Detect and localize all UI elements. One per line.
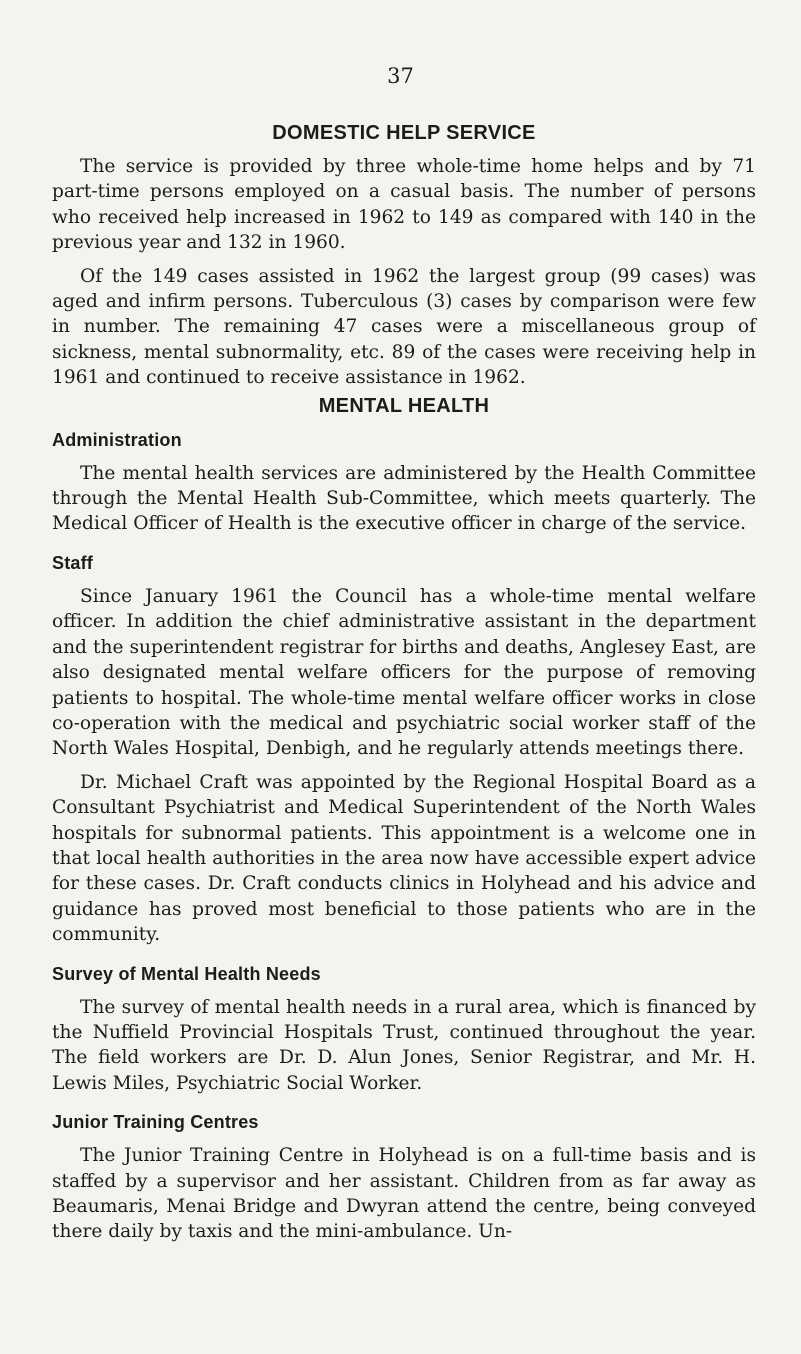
junior-training-heading: Junior Training Centres: [52, 1112, 259, 1133]
page-content: [52, 118, 756, 1245]
page-number: 37: [387, 64, 414, 88]
staff-paragraph-1: Since January 1961 the Council has a whole-time mental welfare officer. In addition the chief administrative assistant in the department and the superintendent registrar for births and deaths, Anglesey East, are also designated mental welfare officers for the purpose of removing patients to hospital. The whole-time mental welfare officer works in close co-operation with the medical and psychiatric social worker staff of the North Wales Hospital, Denbigh, and he regularly attends meetings there.: [52, 585, 756, 760]
junior-training-paragraph: The Junior Training Centre in Holyhead is on a full-time basis and is staffed by a supervisor and her assistant. Children from as far away as Beaumaris, Menai Bridge and Dwyran attend the centre, being conveyed there daily by taxis and the mini-ambulance. Un-: [52, 1145, 756, 1243]
domestic-paragraph-2: Of the 149 cases assisted in 1962 the largest group (99 cases) was aged and infirm persons. Tuberculous (3) cases by comparison were few in number. The remaining 47 cases were a miscellaneous group of sickness, mental subnormality, etc. 89 of the cases were receiving help in 1961 and continued to receive assistance in 1962.: [52, 265, 756, 389]
survey-paragraph: The survey of mental health needs in a rural area, which is financed by the Nuffield Provincial Hospitals Trust, continued throughout the year. The field workers are Dr. D. Alun Jones, Senior Registrar, and Mr. H. Lewis Miles, Psychiatric Social Worker.: [52, 996, 756, 1094]
staff-paragraph-2: Dr. Michael Craft was appointed by the Regional Hospital Board as a Consultant Psychiatrist and Medical Superintendent of the North Wales hospitals for subnormal patients. This appointment is a welcome one in that local health authorities in the area now have accessible expert advice for these cases. Dr. Craft conducts clinics in Holyhead and his advice and guidance has proved most beneficial to those patients who are in the community.: [52, 771, 756, 946]
domestic-paragraph-1: The service is provided by three whole-time home helps and by 71 part-time persons employed on a casual basis. The number of persons who received help increased in 1962 to 149 as compared with 140 in the previous year and 132 in 1960.: [52, 156, 756, 254]
domestic-help-title: DOMESTIC HELP SERVICE: [272, 122, 536, 144]
survey-heading: Survey of Mental Health Needs: [52, 963, 321, 984]
staff-heading: Staff: [52, 552, 93, 573]
administration-paragraph: The mental health services are administered by the Health Committee through the Mental Health Sub-Committee, which meets quarterly. The Medical Officer of Health is the executive officer in charge of the service.: [52, 462, 756, 535]
administration-heading: Administration: [52, 429, 182, 450]
mental-health-title: MENTAL HEALTH: [318, 394, 490, 417]
